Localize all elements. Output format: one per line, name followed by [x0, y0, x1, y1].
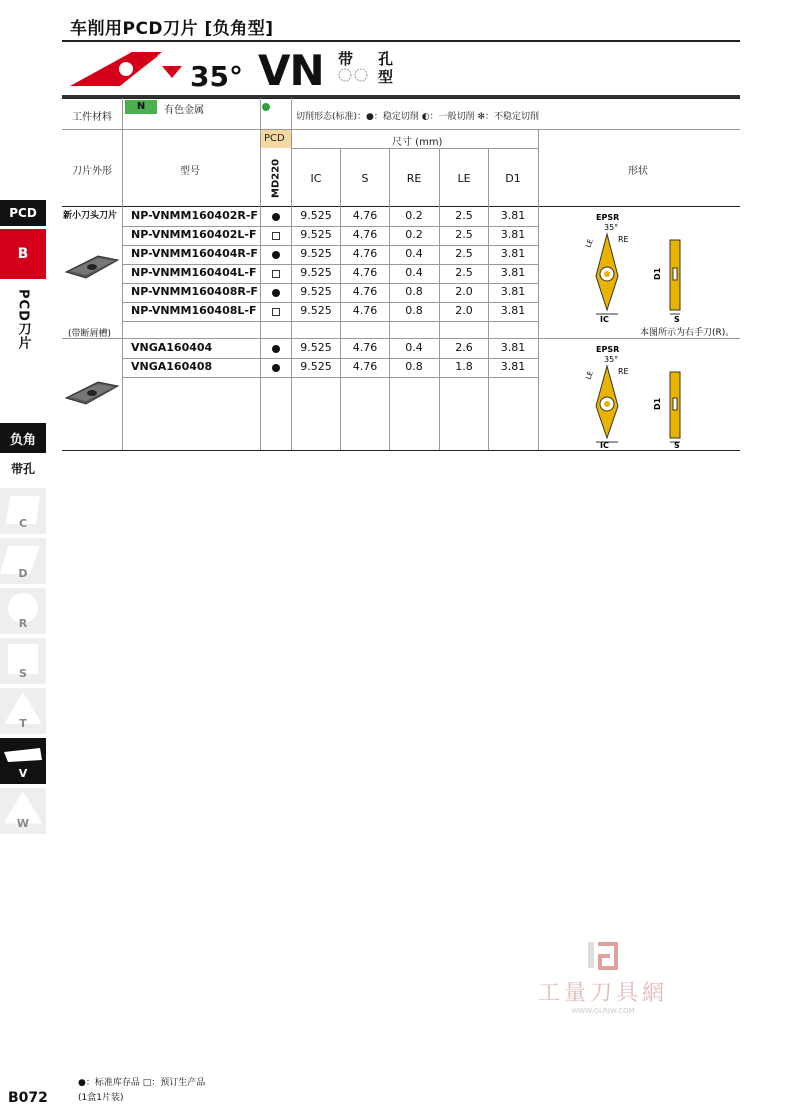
stock-dot-icon [266, 343, 286, 356]
watermark-url: WWW.GLRJW.COM [571, 1007, 635, 1015]
diagram2-ic: IC [600, 441, 609, 450]
shape-tab-v[interactable]: V [0, 738, 46, 784]
group1-note: (带断屑槽) [68, 329, 112, 339]
dim-le-cell: 2.5 [455, 209, 473, 222]
dim-d1-cell: 3.81 [500, 247, 526, 260]
shape-banner [62, 44, 740, 96]
page-title: 车削用PCD刀片 [负角型] [70, 19, 274, 39]
dim-d1-cell: 3.81 [500, 228, 526, 241]
dim-s-cell: 4.76 [352, 228, 378, 241]
title-rule [62, 40, 740, 42]
shape-tab-w[interactable]: W [0, 788, 46, 834]
watermark-title: 工量刀具網 [537, 981, 668, 1006]
col-d1: D1 [505, 172, 521, 185]
diagram-d1: D1 [653, 267, 662, 280]
model-cell: VNGA160404 [131, 341, 213, 354]
dim-le-cell: 2.0 [455, 304, 473, 317]
diagram2-epsr: EPSR [596, 345, 620, 354]
diagram-epsr: EPSR [596, 213, 620, 222]
stock-dot-icon [266, 362, 286, 375]
dim-ic-cell: 9.525 [300, 304, 332, 317]
vnmm-shape-diagram [570, 210, 720, 322]
diagram2-le: LE [584, 370, 595, 381]
banner-graphic [62, 44, 740, 96]
col-re: RE [406, 172, 422, 185]
tag-type: 型 [378, 68, 394, 86]
dim-ic-cell: 9.525 [300, 228, 332, 241]
dims-label: 尺寸 (mm) [392, 137, 443, 148]
dim-s-cell: 4.76 [352, 360, 378, 373]
stock-dot-icon [266, 249, 286, 262]
vnga-insert-photo [64, 378, 120, 408]
shape-tab-r[interactable]: R [0, 588, 46, 634]
dim-ic-cell: 9.525 [300, 247, 332, 260]
sidebar-section-label: PCD刀片 [15, 288, 31, 350]
insert-shape-label: 刀片外形 [72, 166, 112, 177]
dim-s-cell: 4.76 [352, 304, 378, 317]
dim-le-cell: 2.5 [455, 266, 473, 279]
model-cell: NP-VNMM160408L-F [131, 304, 257, 317]
shape-code: VN [258, 46, 324, 95]
dim-s-cell: 4.76 [352, 247, 378, 260]
dim-d1-cell: 3.81 [500, 360, 526, 373]
dim-ic-cell: 9.525 [300, 209, 332, 222]
dim-ic-cell: 9.525 [300, 341, 332, 354]
stock-dot-icon [266, 211, 286, 224]
model-cell: VNGA160408 [131, 360, 213, 373]
row-divider [122, 226, 538, 227]
material-name: 有色金属 [164, 105, 204, 116]
diagram2-re: RE [618, 367, 629, 376]
model-cell: NP-VNMM160402R-F [131, 209, 258, 222]
sidebar-tab-pcd[interactable]: PCD [0, 200, 46, 226]
col-s: S [361, 172, 369, 185]
stock-legend: ●：标准库存品 □：预订生产品 [78, 1078, 206, 1088]
diagram2-s: S [674, 441, 680, 450]
model-cell: NP-VNMM160404R-F [131, 247, 258, 260]
dim-le-cell: 1.8 [455, 360, 473, 373]
order-box-icon [266, 306, 286, 319]
dim-d1-cell: 3.81 [500, 341, 526, 354]
dim-re-cell: 0.8 [405, 304, 423, 317]
model-cell: NP-VNMM160402L-F [131, 228, 257, 241]
dim-le-cell: 2.0 [455, 285, 473, 298]
order-box-icon [266, 230, 286, 243]
diagram-le: LE [584, 238, 595, 249]
dim-d1-cell: 3.81 [500, 209, 526, 222]
dim-s-cell: 4.76 [352, 266, 378, 279]
workpiece-label: 工件材料 [72, 112, 112, 123]
col-ic: IC [310, 172, 322, 185]
vnmm-insert-photo [64, 252, 120, 282]
cutting-mode-legend: 切削形态(标准)：●：稳定切削 ◐：一般切削 ✻：不稳定切削 [296, 112, 539, 122]
dim-re-cell: 0.4 [405, 247, 423, 260]
dim-le-cell: 2.5 [455, 247, 473, 260]
row-divider [122, 321, 538, 322]
dim-re-cell: 0.8 [405, 285, 423, 298]
pcd-label: PCD [264, 133, 285, 144]
watermark-logo-icon [586, 940, 620, 972]
dim-re-cell: 0.2 [405, 209, 423, 222]
sidebar-tab-negative[interactable]: 负角 [0, 423, 46, 453]
order-box-icon [266, 268, 286, 281]
grade-label: MD220 [270, 158, 282, 198]
model-cell: NP-VNMM160404L-F [131, 266, 257, 279]
shape-tab-d[interactable]: D [0, 538, 46, 584]
row-divider [122, 264, 538, 265]
dim-s-cell: 4.76 [352, 341, 378, 354]
dim-re-cell: 0.2 [405, 228, 423, 241]
stable-cut-icon [262, 103, 270, 111]
group1-label: 新小刀头刀片 [63, 211, 118, 221]
watermark [528, 940, 678, 1020]
dim-d1-cell: 3.81 [500, 266, 526, 279]
dim-d1-cell: 3.81 [500, 304, 526, 317]
tag-with: 带 [338, 50, 354, 68]
model-cell: NP-VNMM160408R-F [131, 285, 258, 298]
hole-dots-icon [338, 68, 374, 82]
dim-le-cell: 2.5 [455, 228, 473, 241]
dim-re-cell: 0.8 [405, 360, 423, 373]
vnga-shape-diagram [570, 342, 720, 450]
sidebar-tab-b[interactable]: B [0, 229, 46, 279]
dim-s-cell: 4.76 [352, 285, 378, 298]
diagram-angle: 35° [604, 223, 619, 232]
page-number: B072 [8, 1090, 48, 1106]
dim-ic-cell: 9.525 [300, 360, 332, 373]
tag-hole: 孔 [378, 50, 394, 68]
group1-caption: 本图所示为右手刀(R)。 [640, 328, 735, 338]
angle-label: 35° [190, 60, 243, 93]
diagram-ic: IC [600, 315, 609, 322]
row-divider [122, 377, 538, 378]
diagram-s: S [674, 315, 680, 322]
diagram-re: RE [618, 235, 629, 244]
dim-le-cell: 2.6 [455, 341, 473, 354]
sidebar-tab-with-hole[interactable]: 带孔 [10, 461, 35, 476]
dim-ic-cell: 9.525 [300, 285, 332, 298]
shape-label: 形状 [628, 166, 648, 177]
row-divider [122, 302, 538, 303]
row-divider [122, 283, 538, 284]
dim-d1-cell: 3.81 [500, 285, 526, 298]
dim-re-cell: 0.4 [405, 341, 423, 354]
diagram2-angle: 35° [604, 355, 619, 364]
col-le: LE [457, 172, 471, 185]
shape-tab-s[interactable]: S [0, 638, 46, 684]
dim-s-cell: 4.76 [352, 209, 378, 222]
model-label: 型号 [180, 166, 200, 177]
material-code-badge: N [125, 100, 157, 114]
row-divider [122, 245, 538, 246]
table-rule [62, 98, 740, 99]
dim-ic-cell: 9.525 [300, 266, 332, 279]
shape-tab-c[interactable]: C [0, 488, 46, 534]
shape-tab-t[interactable]: T [0, 688, 46, 734]
stock-dot-icon [266, 287, 286, 300]
dim-re-cell: 0.4 [405, 266, 423, 279]
packing-note: (1盒1片装) [78, 1093, 124, 1103]
row-divider [122, 358, 538, 359]
diagram2-d1: D1 [653, 397, 662, 410]
